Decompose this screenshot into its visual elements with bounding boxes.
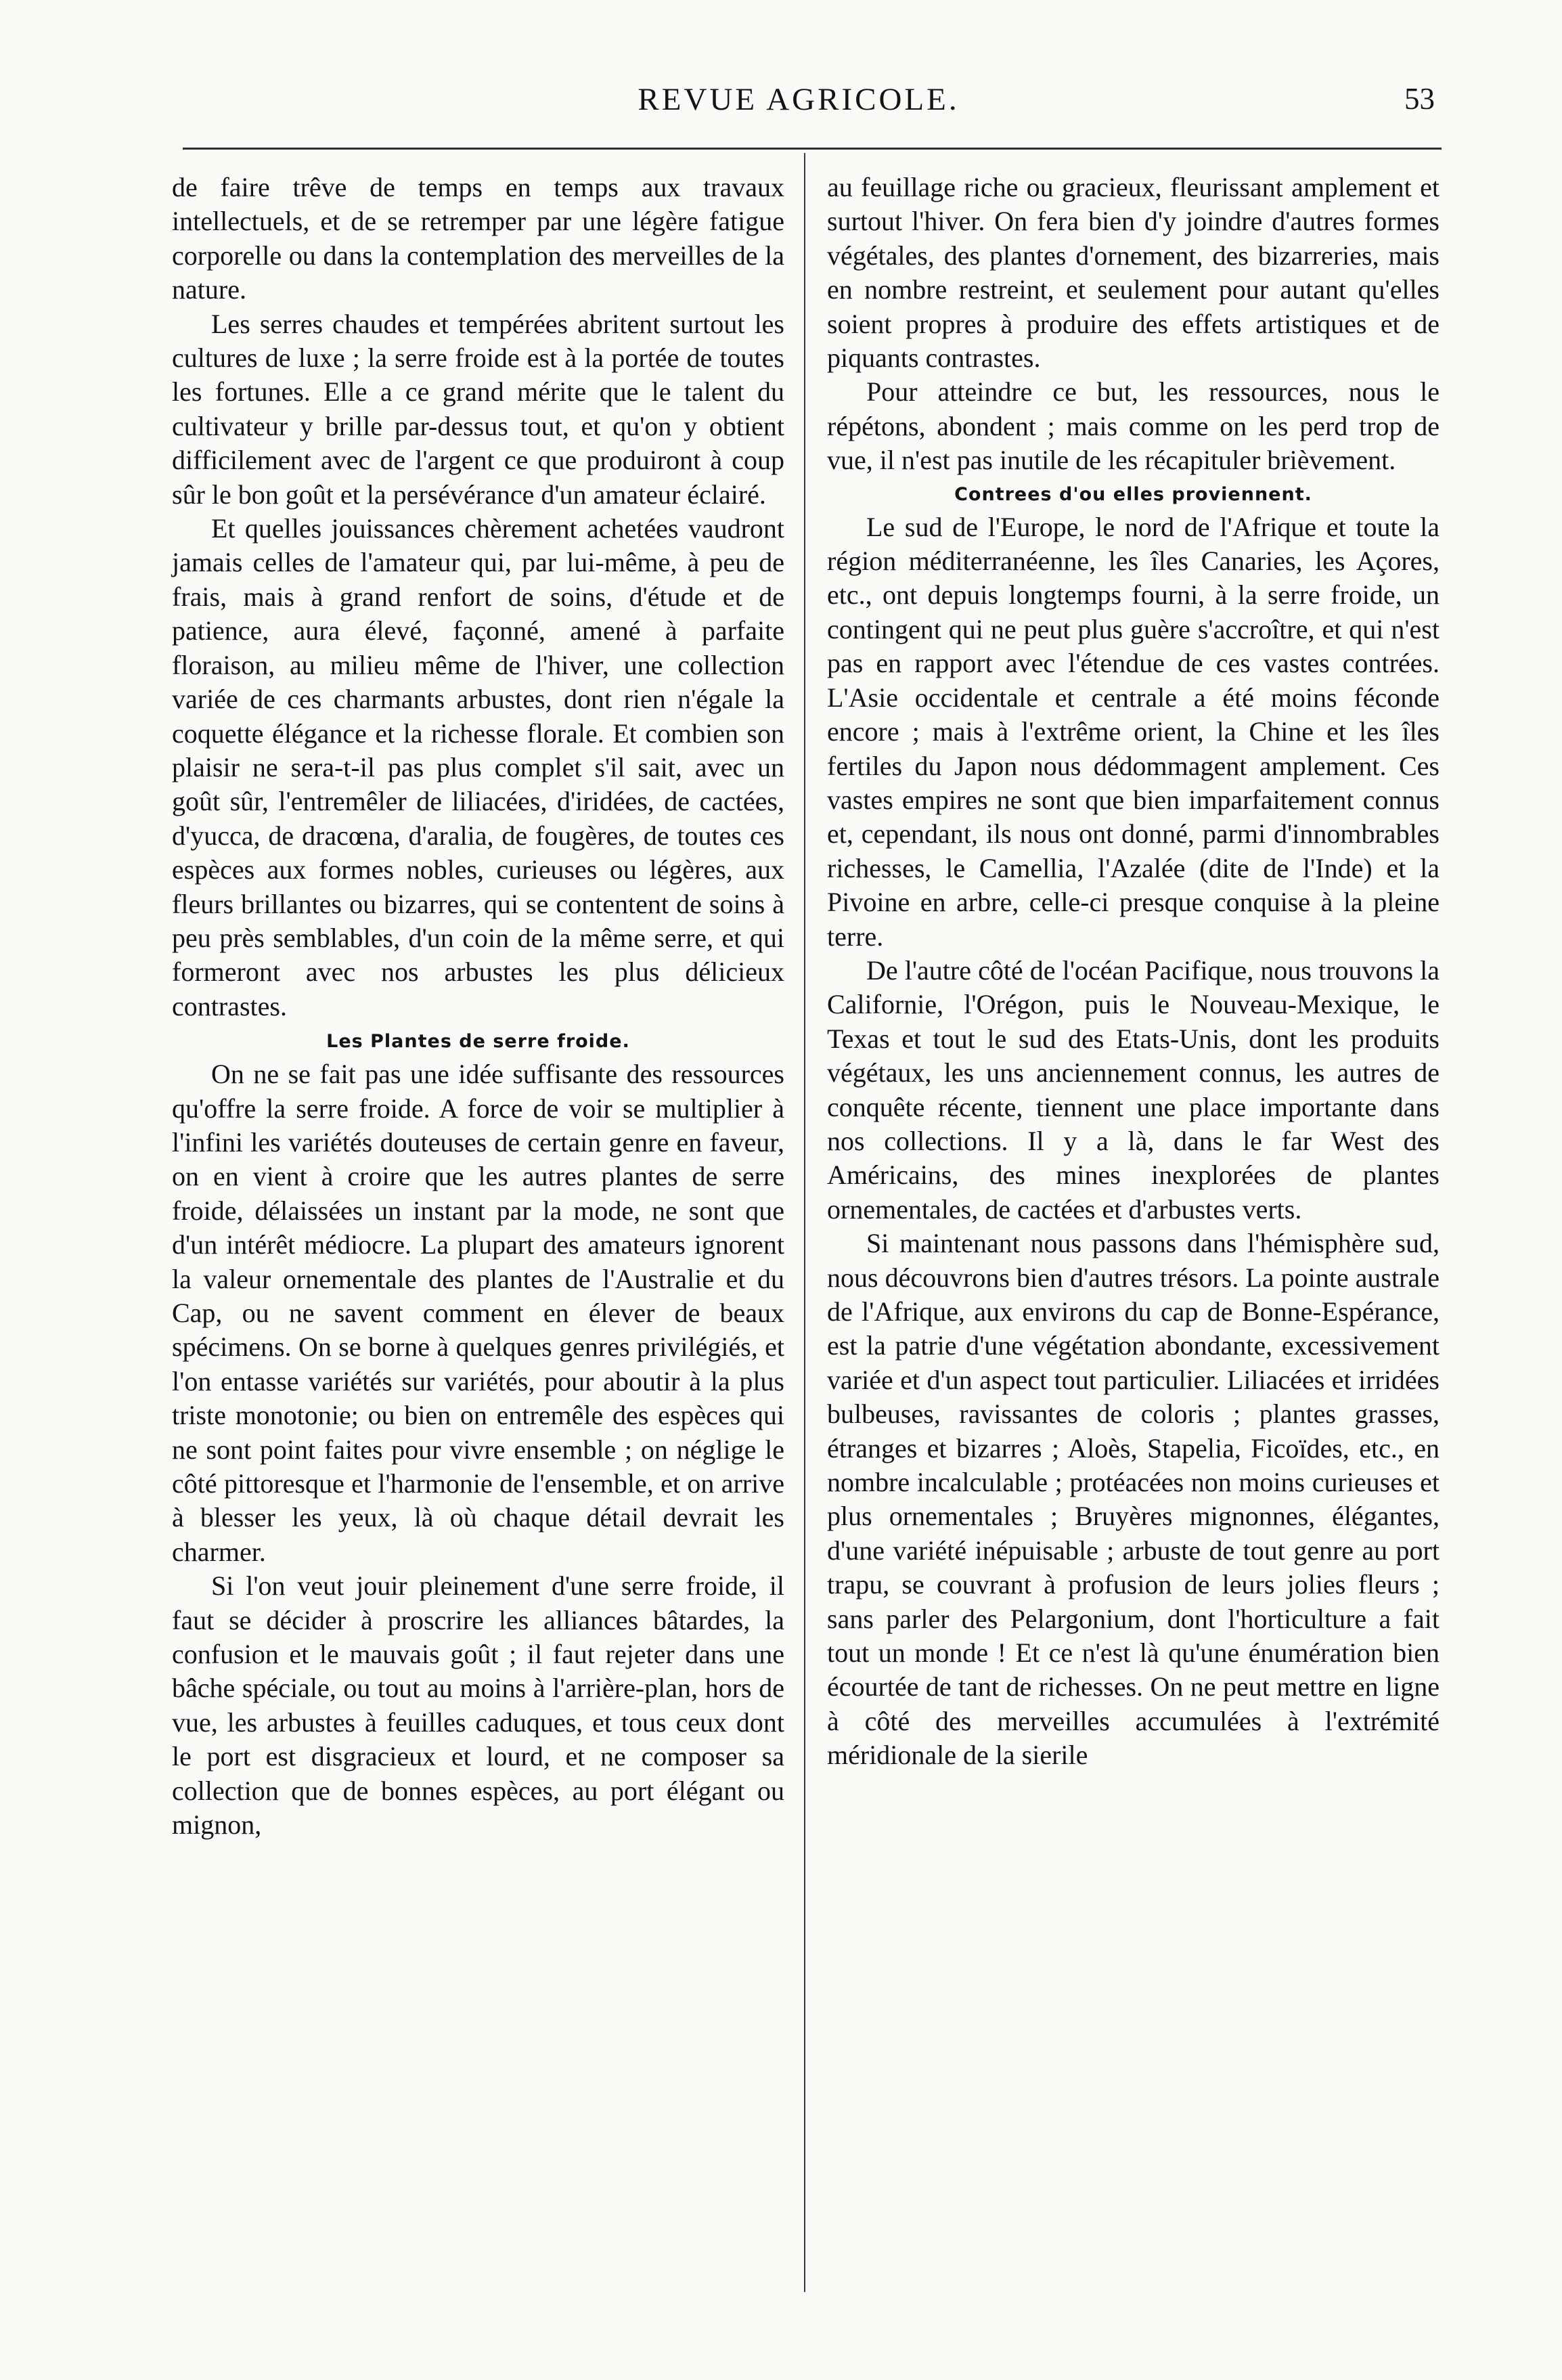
paragraph: Et quelles jouissances chèrement achetées vaudront jamais celles de l'amateur qui, par lui-même, à peu de frais, mais à grand renfort de soins, d'étude et de patience, aura élevé, façonné, amené à parfaite floraison, au milieu même de l'hiver, une collection variée de ces charmants arbustes, dont rien n'égale la coquette élégance et la richesse florale. Et combien son plaisir ne sera-t-il pas plus complet s'il sait, avec un goût sûr, l'entremêler de liliacées, d'iridées, de cactées, d'yucca, de dracœna, d'aralia, de fougères, de toutes ces espèces aux formes nobles, curieuses ou légères, aux fleurs brillantes ou bizarres, qui se contentent de soins à peu près semblables, d'un coin de la même serre, et qui formeront avec nos arbustes les plus délicieux contrastes. xyxy=(172,513,784,1021)
paragraph: Si l'on veut jouir pleinement d'une serre froide, il faut se décider à proscrire les alliances bâtardes, la confusion et le mauvais goût ; il faut rejeter dans une bâche spéciale, ou tout au moins à l'arrière-plan, hors de vue, les arbustes à feuilles caduques, et tous ceux dont le port est disgracieux et lourd, et ne composer sa collection que de bonnes espèces, au port élégant ou mignon, xyxy=(172,1570,784,1841)
header-rule xyxy=(183,148,1442,150)
paragraph: On ne se fait pas une idée suffisante des ressources qu'offre la serre froide. A force de voir se multiplier à l'infini les variétés douteuses de certain genre en faveur, on en vient à croire que les autres plantes de serre froide, délaissées un instant par la mode, ne sont que d'un intérêt médiocre. La plupart des amateurs ignorent la valeur ornementale des plantes de l'Australie et du Cap, ou ne savent comment en élever de beaux spécimens. On se borne à quelques genres privilégiés, et l'on entasse variétés sur variétés, pour aboutir à la plus triste monotonie; ou bien on entremêle des espèces qui ne sont point faites pour vivre ensemble ; on néglige le côté pittoresque et l'harmonie de l'ensemble, et on arrive à blesser les yeux, là où chaque détail devrait les charmer. xyxy=(172,1059,784,1567)
paragraph: au feuillage riche ou gracieux, fleurissant amplement et surtout l'hiver. On fera bien d'y joindre d'autres formes végétales, des plantes d'ornement, des bizarreries, mais en nombre restreint, et seulement pour autant qu'elles soient propres à produire des effets artistiques et de piquants contrastes. xyxy=(827,172,1440,374)
paragraph: De l'autre côté de l'océan Pacifique, nous trouvons la Californie, l'Orégon, puis le Nouveau-Mexique, le Texas et tout le sud des Etats-Unis, dont les produits végétaux, les uns anciennement connus, les autres de conquête récente, tiennent une place importante dans nos collections. Il y a là, dans le far West des Américains, des mines inexplorées de plantes ornementales, de cactées et d'arbustes verts. xyxy=(827,954,1440,1225)
paragraph: Si maintenant nous passons dans l'hémisphère sud, nous découvrons bien d'autres trésors. La pointe australe de l'Afrique, aux environs du cap de Bonne-Espérance, est la patrie d'une végétation abondante, excessivement variée et d'un aspect tout particulier. Liliacées et irridées bulbeuses, ravissantes de coloris ; plantes grasses, étranges et bizarres ; Aloès, Stapelia, Ficoïdes, etc., en nombre incalculable ; protéacées non moins curieuses et plus ornementales ; Bruyères mignonnes, élégantes, d'une variété inépuisable ; arbuste de tout genre au port trapu, se couvrant à profusion de leurs jolies fleurs ; sans parler des Pelargonium, dont l'horticulture a fait tout un monde ! Et ce n'est là qu'une énumération bien écourtée de tant de richesses. On ne peut mettre en ligne à côté des merveilles accumulées à l'extrémité méridionale de la sierile xyxy=(827,1228,1440,1771)
page-number: 53 xyxy=(1404,82,1435,116)
section-heading: Contrees d'ou elles proviennent. xyxy=(954,483,1312,505)
paragraph: Le sud de l'Europe, le nord de l'Afrique et toute la région méditerranéenne, les îles Canaries, les Açores, etc., ont depuis longtemps fourni, à la serre froide, un contingent qui ne peut plus guère s'accroître, et qui n'est pas en rapport avec l'étendue de ces vastes contrées. L'Asie occidentale et centrale a été moins féconde encore ; mais à l'extrême orient, la Chine et les îles fertiles du Japon nous dédommagent amplement. Ces vastes empires ne sont que bien imparfaitement connus et, cependant, ils nous ont donné, parmi d'innombrables richesses, le Camellia, l'Azalée (dite de l'Inde) et la Pivoine en arbre, celle-ci presque conquise à la pleine terre. xyxy=(827,511,1440,952)
running-header xyxy=(162,81,1435,129)
right-column xyxy=(827,171,1440,1773)
journal-title: REVUE AGRICOLE. xyxy=(638,82,960,117)
paragraph: Pour atteindre ce but, les ressources, nous le répétons, abondent ; mais comme on les perd trop de vue, il n'est pas inutile de les récapituler brièvement. xyxy=(827,376,1440,476)
paragraph: de faire trêve de temps en temps aux travaux intellectuels, et de se retremper par une légère fatigue corporelle ou dans la contemplation des merveilles de la nature. xyxy=(172,172,784,305)
paragraph: Les serres chaudes et tempérées abritent surtout les cultures de luxe ; la serre froide est à la portée de toutes les fortunes. Elle a ce grand mérite que le talent du cultivateur y brille par-dessus tout, et qu'on y obtient difficilement avec de l'argent ce que produiront à coup sûr le bon goût et la persévérance d'un amateur éclairé. xyxy=(172,308,784,510)
left-column xyxy=(172,171,784,1843)
section-heading: Les Plantes de serre froide. xyxy=(326,1031,630,1053)
column-divider xyxy=(804,153,805,2292)
